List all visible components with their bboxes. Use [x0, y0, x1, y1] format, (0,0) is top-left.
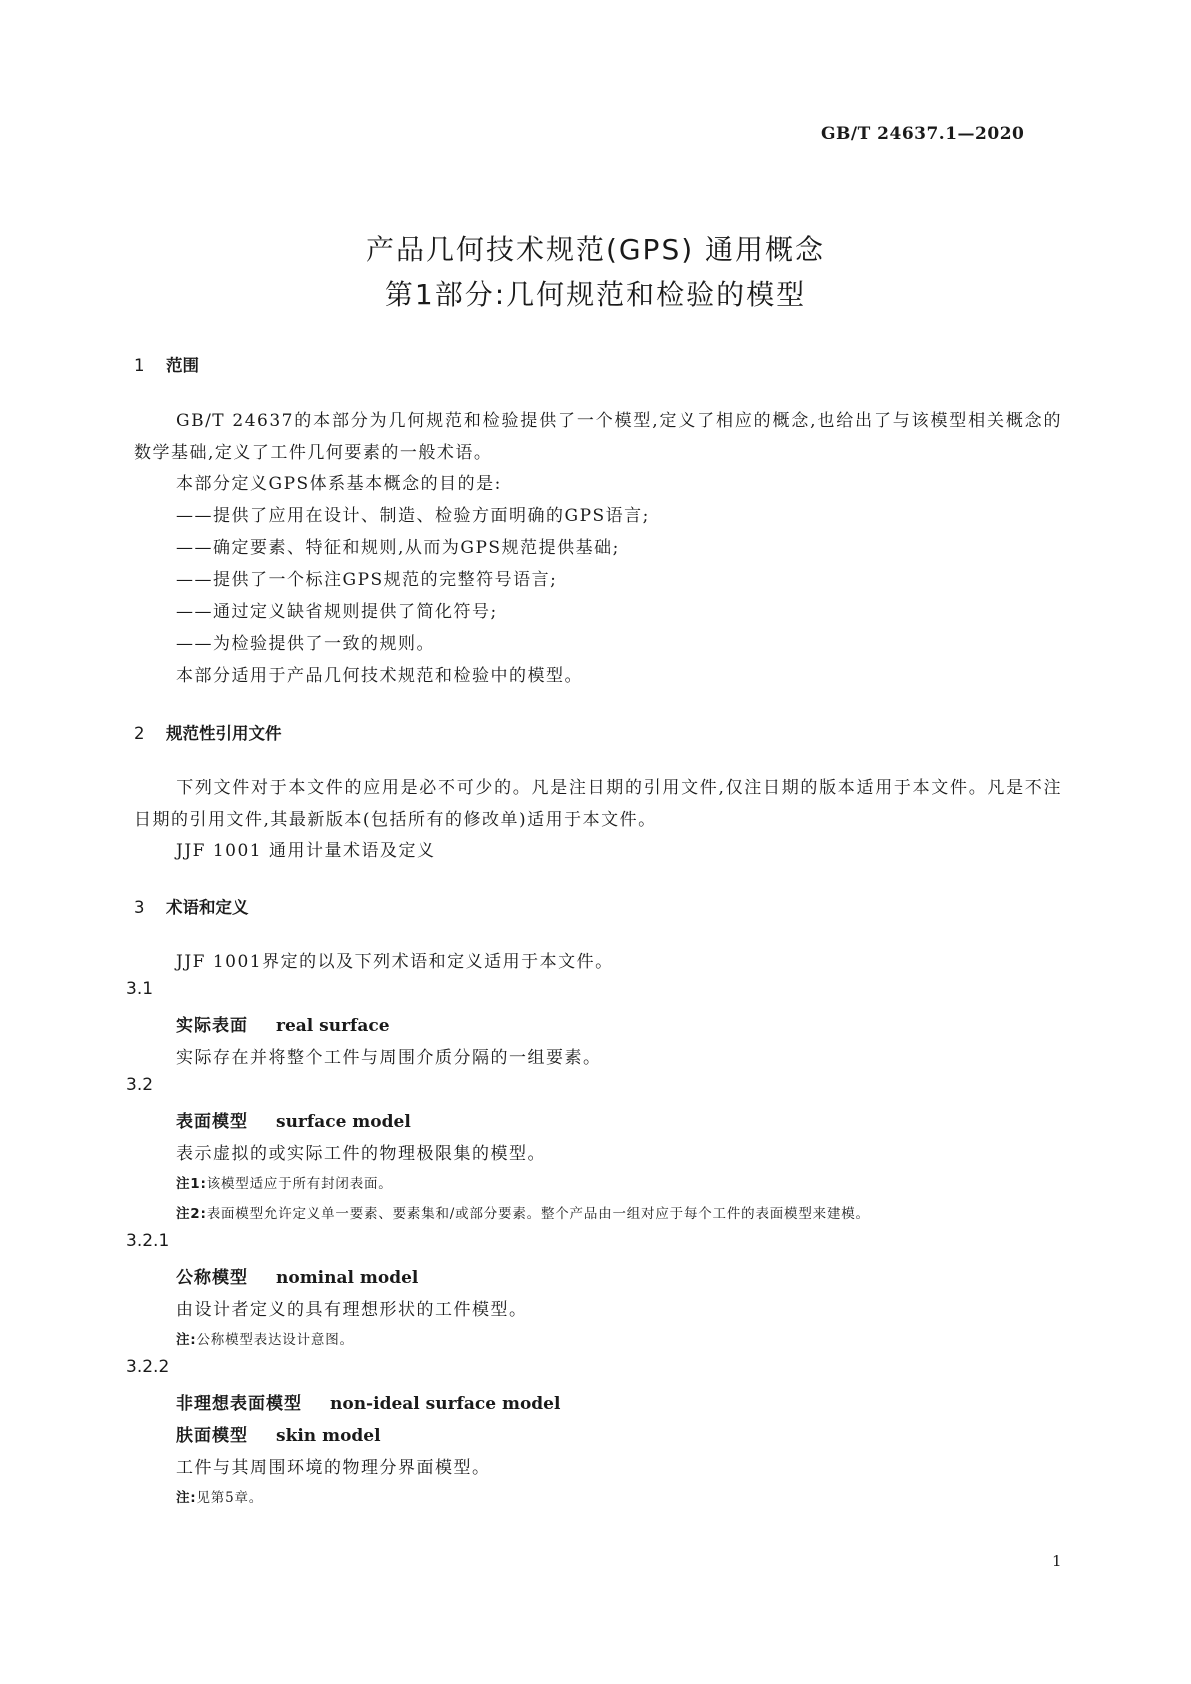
list-item: ——为检验提供了一致的规则。 — [176, 634, 435, 654]
note-label: 注2: — [176, 1206, 207, 1222]
normative-reference: JJF 1001 通用计量术语及定义 — [176, 841, 436, 861]
section-3-intro: JJF 1001界定的以及下列术语和定义适用于本文件。 — [176, 952, 614, 972]
section-1-heading — [134, 352, 199, 376]
section-3-heading — [134, 894, 249, 918]
section-2-paragraph: 下列文件对于本文件的应用是必不可少的。凡是注日期的引用文件,仅注日期的版本适用于本文件。凡是不注日期的引用文件,其最新版本(包括所有的修改单)适用于本文件。 — [134, 778, 1062, 830]
term-zh: 表面模型 — [176, 1112, 248, 1132]
section-3-number: 3 — [134, 898, 145, 917]
standard-code: GB/T 24637.1—2020 — [821, 124, 1025, 144]
term-en: non-ideal surface model — [330, 1394, 561, 1414]
term-entry — [176, 1389, 560, 1414]
term-entry — [176, 1263, 418, 1288]
term-definition: 由设计者定义的具有理想形状的工件模型。 — [176, 1300, 528, 1320]
section-2-heading — [134, 720, 282, 744]
term-definition: 工件与其周围环境的物理分界面模型。 — [176, 1458, 491, 1478]
list-item: ——提供了应用在设计、制造、检验方面明确的GPS语言; — [176, 506, 650, 526]
term-definition: 实际存在并将整个工件与周围介质分隔的一组要素。 — [176, 1048, 602, 1068]
section-2-title: 规范性引用文件 — [166, 724, 282, 743]
term-entry — [176, 1107, 411, 1132]
term-en: skin model — [276, 1426, 381, 1446]
list-item: ——通过定义缺省规则提供了简化符号; — [176, 602, 498, 622]
term-note: 注2:表面模型允许定义单一要素、要素集和/或部分要素。整个产品由一组对应于每个工件的表面模型来建模。 — [176, 1206, 870, 1222]
term-definition: 表示虚拟的或实际工件的物理极限集的模型。 — [176, 1144, 546, 1164]
term-note: 注:见第5章。 — [176, 1490, 264, 1506]
section-1-paragraph: GB/T 24637的本部分为几何规范和检验提供了一个模型,定义了相应的概念,也给出了与该模型相关概念的数学基础,定义了工件几何要素的一般术语。 — [134, 411, 1062, 463]
term-note: 注1:该模型适应于所有封闭表面。 — [176, 1176, 393, 1192]
term-en: nominal model — [276, 1268, 419, 1288]
note-label: 注1: — [176, 1176, 207, 1192]
term-note: 注:公称模型表达设计意图。 — [176, 1332, 354, 1348]
list-item: ——提供了一个标注GPS规范的完整符号语言; — [176, 570, 558, 590]
section-1-title: 范围 — [166, 356, 199, 375]
section-1-closing: 本部分适用于产品几何技术规范和检验中的模型。 — [176, 666, 583, 686]
term-entry — [176, 1011, 390, 1036]
document-title-line1: 产品几何技术规范(GPS) 通用概念 — [365, 233, 826, 266]
list-item: ——确定要素、特征和规则,从而为GPS规范提供基础; — [176, 538, 620, 558]
clause-number: 3.1 — [126, 979, 154, 999]
note-label: 注: — [176, 1332, 197, 1348]
note-label: 注: — [176, 1490, 197, 1506]
section-1-number: 1 — [134, 356, 145, 375]
clause-number: 3.2.2 — [126, 1357, 170, 1377]
page-number: 1 — [1052, 1552, 1062, 1570]
section-1-intro: 本部分定义GPS体系基本概念的目的是: — [176, 474, 502, 494]
document-title-line2: 第1部分:几何规范和检验的模型 — [384, 278, 807, 311]
term-zh: 公称模型 — [176, 1268, 248, 1288]
term-en: real surface — [276, 1016, 390, 1036]
term-zh: 肤面模型 — [176, 1426, 248, 1446]
term-entry-admitted — [176, 1421, 381, 1446]
term-en: surface model — [276, 1112, 411, 1132]
term-zh: 非理想表面模型 — [176, 1394, 302, 1414]
clause-number: 3.2.1 — [126, 1231, 170, 1251]
section-3-title: 术语和定义 — [166, 898, 249, 917]
term-zh: 实际表面 — [176, 1016, 248, 1036]
section-2-number: 2 — [134, 724, 145, 743]
clause-number: 3.2 — [126, 1075, 154, 1095]
